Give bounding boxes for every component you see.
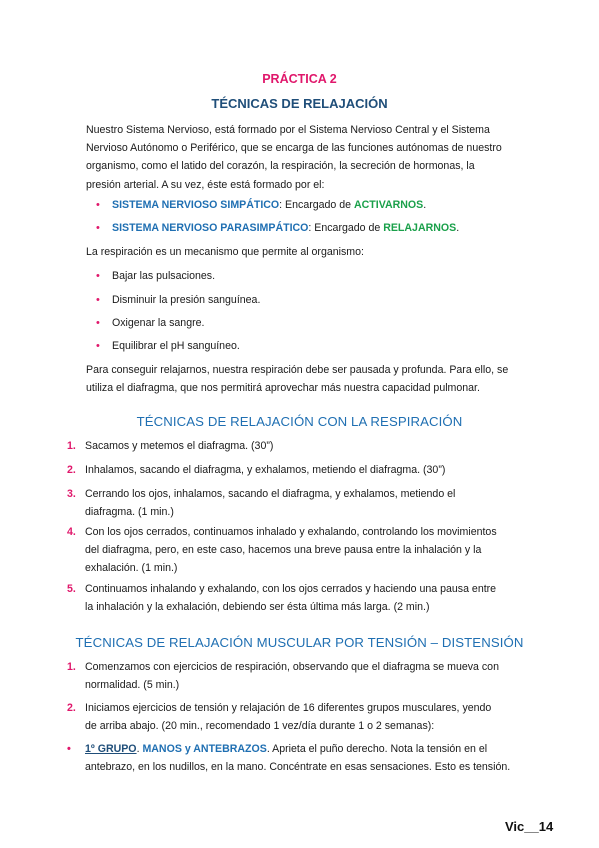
item-line: Continuamos inhalando y exhalando, con los ojos cerrados y haciendo una pausa entre	[85, 583, 497, 595]
item-number: 2.	[67, 702, 76, 714]
item-line: Sacamos y metemos el diafragma. (30”)	[85, 440, 274, 452]
bullet-icon: •	[96, 222, 100, 234]
item-number: 3.	[67, 488, 76, 500]
item-line: Inhalamos, sacando el diafragma, y exhalamos, metiendo el diafragma. (30”)	[85, 464, 446, 476]
practice-heading: PRÁCTICA 2	[262, 72, 337, 86]
section-title-muscular: TÉCNICAS DE RELAJACIÓN MUSCULAR POR TENSIÓN – DISTENSIÓN	[75, 635, 524, 650]
group-line	[85, 740, 513, 758]
intro-line: organismo, como el latido del corazón, la respiración, la secreción de hormonas, la	[86, 160, 475, 173]
breath-note	[86, 361, 513, 397]
page-title: TÉCNICAS DE RELAJACIÓN	[211, 96, 388, 111]
group-line: antebrazo, en los nudillos, en la mano. Concéntrate en esas sensaciones. Esto es tensión.	[85, 761, 511, 774]
intro-line: Nervioso Autónomo o Periférico, que se encarga de las funciones autónomas de nuestro	[86, 142, 502, 155]
note-line: utiliza el diafragma, que nos permitirá aprovechar más nuestra capacidad pulmonar.	[86, 382, 480, 395]
breath-intro: La respiración es un mecanismo que permite al organismo:	[86, 246, 364, 258]
list-item-text: Equilibrar el pH sanguíneo.	[112, 340, 240, 352]
list-item-text: Bajar las pulsaciones.	[112, 270, 216, 282]
nervous-system-action: ACTIVARNOS	[353, 199, 424, 211]
item-line: normalidad. (5 min.)	[85, 679, 180, 692]
list-item-text: Oxigenar la sangre.	[112, 317, 205, 329]
bullet-icon: •	[96, 294, 100, 306]
punctuation: .	[456, 222, 460, 234]
nervous-system-name: SISTEMA NERVIOSO PARASIMPÁTICO	[112, 222, 309, 234]
item-number: 4.	[67, 526, 76, 538]
bullet-icon: •	[67, 743, 71, 755]
item-line: diafragma. (1 min.)	[85, 506, 174, 519]
nervous-system-name: SISTEMA NERVIOSO SIMPÁTICO	[112, 199, 280, 211]
group-label: 1º GRUPO	[85, 743, 137, 755]
item-line: Con los ojos cerrados, continuamos inhalado y exhalando, controlando los movimientos	[85, 526, 497, 538]
item-line: la inhalación y la exhalación, debiendo ser ésta última más larga. (2 min.)	[85, 601, 430, 614]
item-number: 2.	[67, 464, 76, 476]
item-number: 1.	[67, 440, 76, 452]
bullet-icon: •	[96, 340, 100, 352]
section-title-breathing: TÉCNICAS DE RELAJACIÓN CON LA RESPIRACIÓN	[136, 414, 463, 429]
bullet-icon: •	[96, 317, 100, 329]
item-line: del diafragma, pero, en este caso, hacemos una breve pausa entre la inhalación y la	[85, 544, 482, 557]
item-number: 1.	[67, 661, 76, 673]
item-line: exhalación. (1 min.)	[85, 562, 178, 575]
item-line: Iniciamos ejercicios de tensión y relajación de 16 diferentes grupos musculares, yendo	[85, 702, 492, 714]
list-item-text: Disminuir la presión sanguínea.	[112, 294, 261, 306]
nervous-system-text: : Encargado de	[279, 199, 354, 211]
punctuation: .	[423, 199, 427, 211]
item-line: Cerrando los ojos, inhalamos, sacando el diafragma, y exhalamos, metiendo el	[85, 488, 456, 500]
group-text: . Aprieta el puño derecho. Nota la tensión en el	[266, 743, 488, 755]
item-line: de arriba abajo. (20 min., recomendado 1 vez/día durante 1 o 2 semanas):	[85, 720, 435, 733]
bullet-icon: •	[96, 199, 100, 211]
item-line: Comenzamos con ejercicios de respiración, observando que el diafragma se mueva con	[85, 661, 499, 673]
nervous-system-action: RELAJARNOS	[383, 222, 457, 234]
item-number: 5.	[67, 583, 76, 595]
intro-line: Nuestro Sistema Nervioso, está formado por el Sistema Nervioso Central y el Sistema	[86, 124, 490, 136]
note-line: Para conseguir relajarnos, nuestra respiración debe ser pausada y profunda. Para ello, se	[86, 364, 509, 376]
separator: .	[136, 743, 143, 755]
bullet-icon: •	[96, 270, 100, 282]
page-footer: Vic__14	[505, 819, 554, 834]
intro-line: presión arterial. A su vez, éste está formado por el:	[86, 178, 325, 191]
group-title: MANOS y ANTEBRAZOS	[142, 743, 267, 755]
nervous-system-text: : Encargado de	[308, 222, 384, 234]
intro-paragraph	[86, 121, 513, 194]
